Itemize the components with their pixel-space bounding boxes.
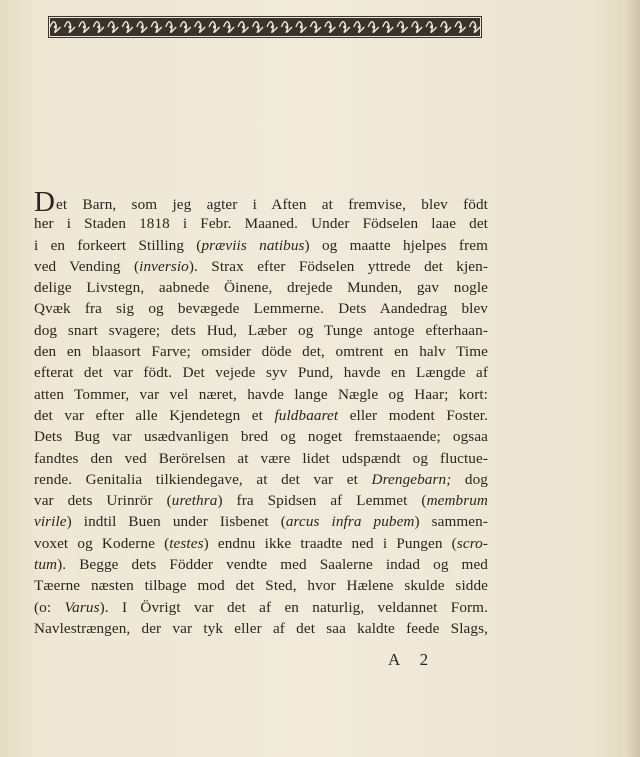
text-run: ved Vending ( xyxy=(34,257,140,275)
text-run: delige Livstegn, aabnede Öinene, drejede Munden, gav nogle xyxy=(34,279,488,297)
text-line xyxy=(34,597,488,618)
text-run: Navlestrængen, der var tyk eller af det saa kaldte feede Slags, xyxy=(34,619,488,637)
text-run: ) sammen- xyxy=(414,513,488,531)
ornament-border xyxy=(48,16,482,38)
text-run: et Barn, som jeg agter i Aften at fremvise, blev födt xyxy=(56,196,488,213)
text-run: atten Tommer, var vel næret, havde lange Nægle og Haar; kort: xyxy=(34,385,488,403)
body-text xyxy=(34,192,488,639)
text-run: her i Staden 1818 i Febr. Maaned. Under Födselen laae det xyxy=(34,215,488,233)
text-line xyxy=(34,213,488,234)
text-line xyxy=(34,320,488,341)
drop-cap: D xyxy=(34,192,56,214)
text-line xyxy=(34,384,488,405)
text-line xyxy=(34,362,488,383)
text-run: det var efter alle Kjendetegn et xyxy=(34,406,275,424)
italic-text: scro- xyxy=(456,534,488,552)
text-line xyxy=(34,618,488,639)
text-line xyxy=(34,448,488,469)
text-run: fandtes den ved Berörelsen at være lidet udspændt og fluctue- xyxy=(34,449,488,467)
text-line xyxy=(34,554,488,575)
text-run: ) og maatte hjelpes frem xyxy=(304,236,488,254)
text-line xyxy=(34,511,488,532)
text-line xyxy=(34,426,488,447)
text-run: (o: xyxy=(34,598,65,616)
text-run: ). I Övrigt var det af en naturlig, veldannet Form. xyxy=(99,598,488,616)
text-line xyxy=(34,256,488,277)
page-signature: A 2 xyxy=(388,650,437,669)
italic-text: arcus infra pubem xyxy=(285,513,415,531)
italic-text: membrum xyxy=(426,492,488,510)
text-line xyxy=(34,235,488,256)
text-run: ) indtil Buen under Iisbenet ( xyxy=(66,513,286,531)
text-run: Dets Bug var usædvanligen bred og noget fremstaaende; ogsaa xyxy=(34,428,488,446)
text-run: eller modent Foster. xyxy=(338,406,488,424)
text-run: efterat det var födt. Det vejede syv Pund, havde en Længde af xyxy=(34,364,488,382)
italic-text: præviis natibus xyxy=(201,236,305,254)
page-edge-shadow xyxy=(626,0,640,757)
text-line xyxy=(34,490,488,511)
text-line xyxy=(34,533,488,554)
text-run: ). Strax efter Födselen yttrede det kjen- xyxy=(188,257,488,275)
text-line xyxy=(34,341,488,362)
text-run: dog xyxy=(451,470,488,488)
text-run: voxet og Koderne ( xyxy=(34,534,170,552)
italic-text: tum xyxy=(34,556,58,574)
text-run: rende. Genitalia tilkiendegave, at det var et xyxy=(34,470,372,488)
text-line xyxy=(34,298,488,319)
italic-text: testes xyxy=(169,534,204,552)
text-run: Qvæk fra sig og bevægede Lemmerne. Dets Aandedrag blev xyxy=(34,300,488,318)
text-line xyxy=(34,405,488,426)
italic-text: urethra xyxy=(171,492,218,510)
text-run: ) endnu ikke traadte ned i Pungen ( xyxy=(203,534,457,552)
text-run: i en forkeert Stilling ( xyxy=(34,236,202,254)
text-run: Tæerne næsten tilbage mod det Sted, hvor Hælene skulde sidde xyxy=(34,577,488,595)
text-run: dog snart svagere; dets Hud, Læber og Tunge antoge efterhaan- xyxy=(34,321,488,339)
italic-text: Varus xyxy=(64,598,100,616)
text-line xyxy=(34,192,488,213)
italic-text: Drengebarn; xyxy=(371,470,452,488)
text-line xyxy=(34,277,488,298)
italic-text: inversio xyxy=(139,257,189,275)
text-line xyxy=(34,469,488,490)
text-run: ) fra Spidsen af Lemmet ( xyxy=(217,492,427,510)
text-line xyxy=(34,575,488,596)
italic-text: fuldbaaret xyxy=(274,406,339,424)
text-run: den en blaasort Farve; omsider döde det, omtrent en halv Time xyxy=(34,343,488,361)
text-run: var dets Urinrör ( xyxy=(34,492,172,510)
italic-text: virile xyxy=(34,513,67,531)
text-run: ). Begge dets Födder vendte med Saalerne indad og med xyxy=(57,556,488,574)
